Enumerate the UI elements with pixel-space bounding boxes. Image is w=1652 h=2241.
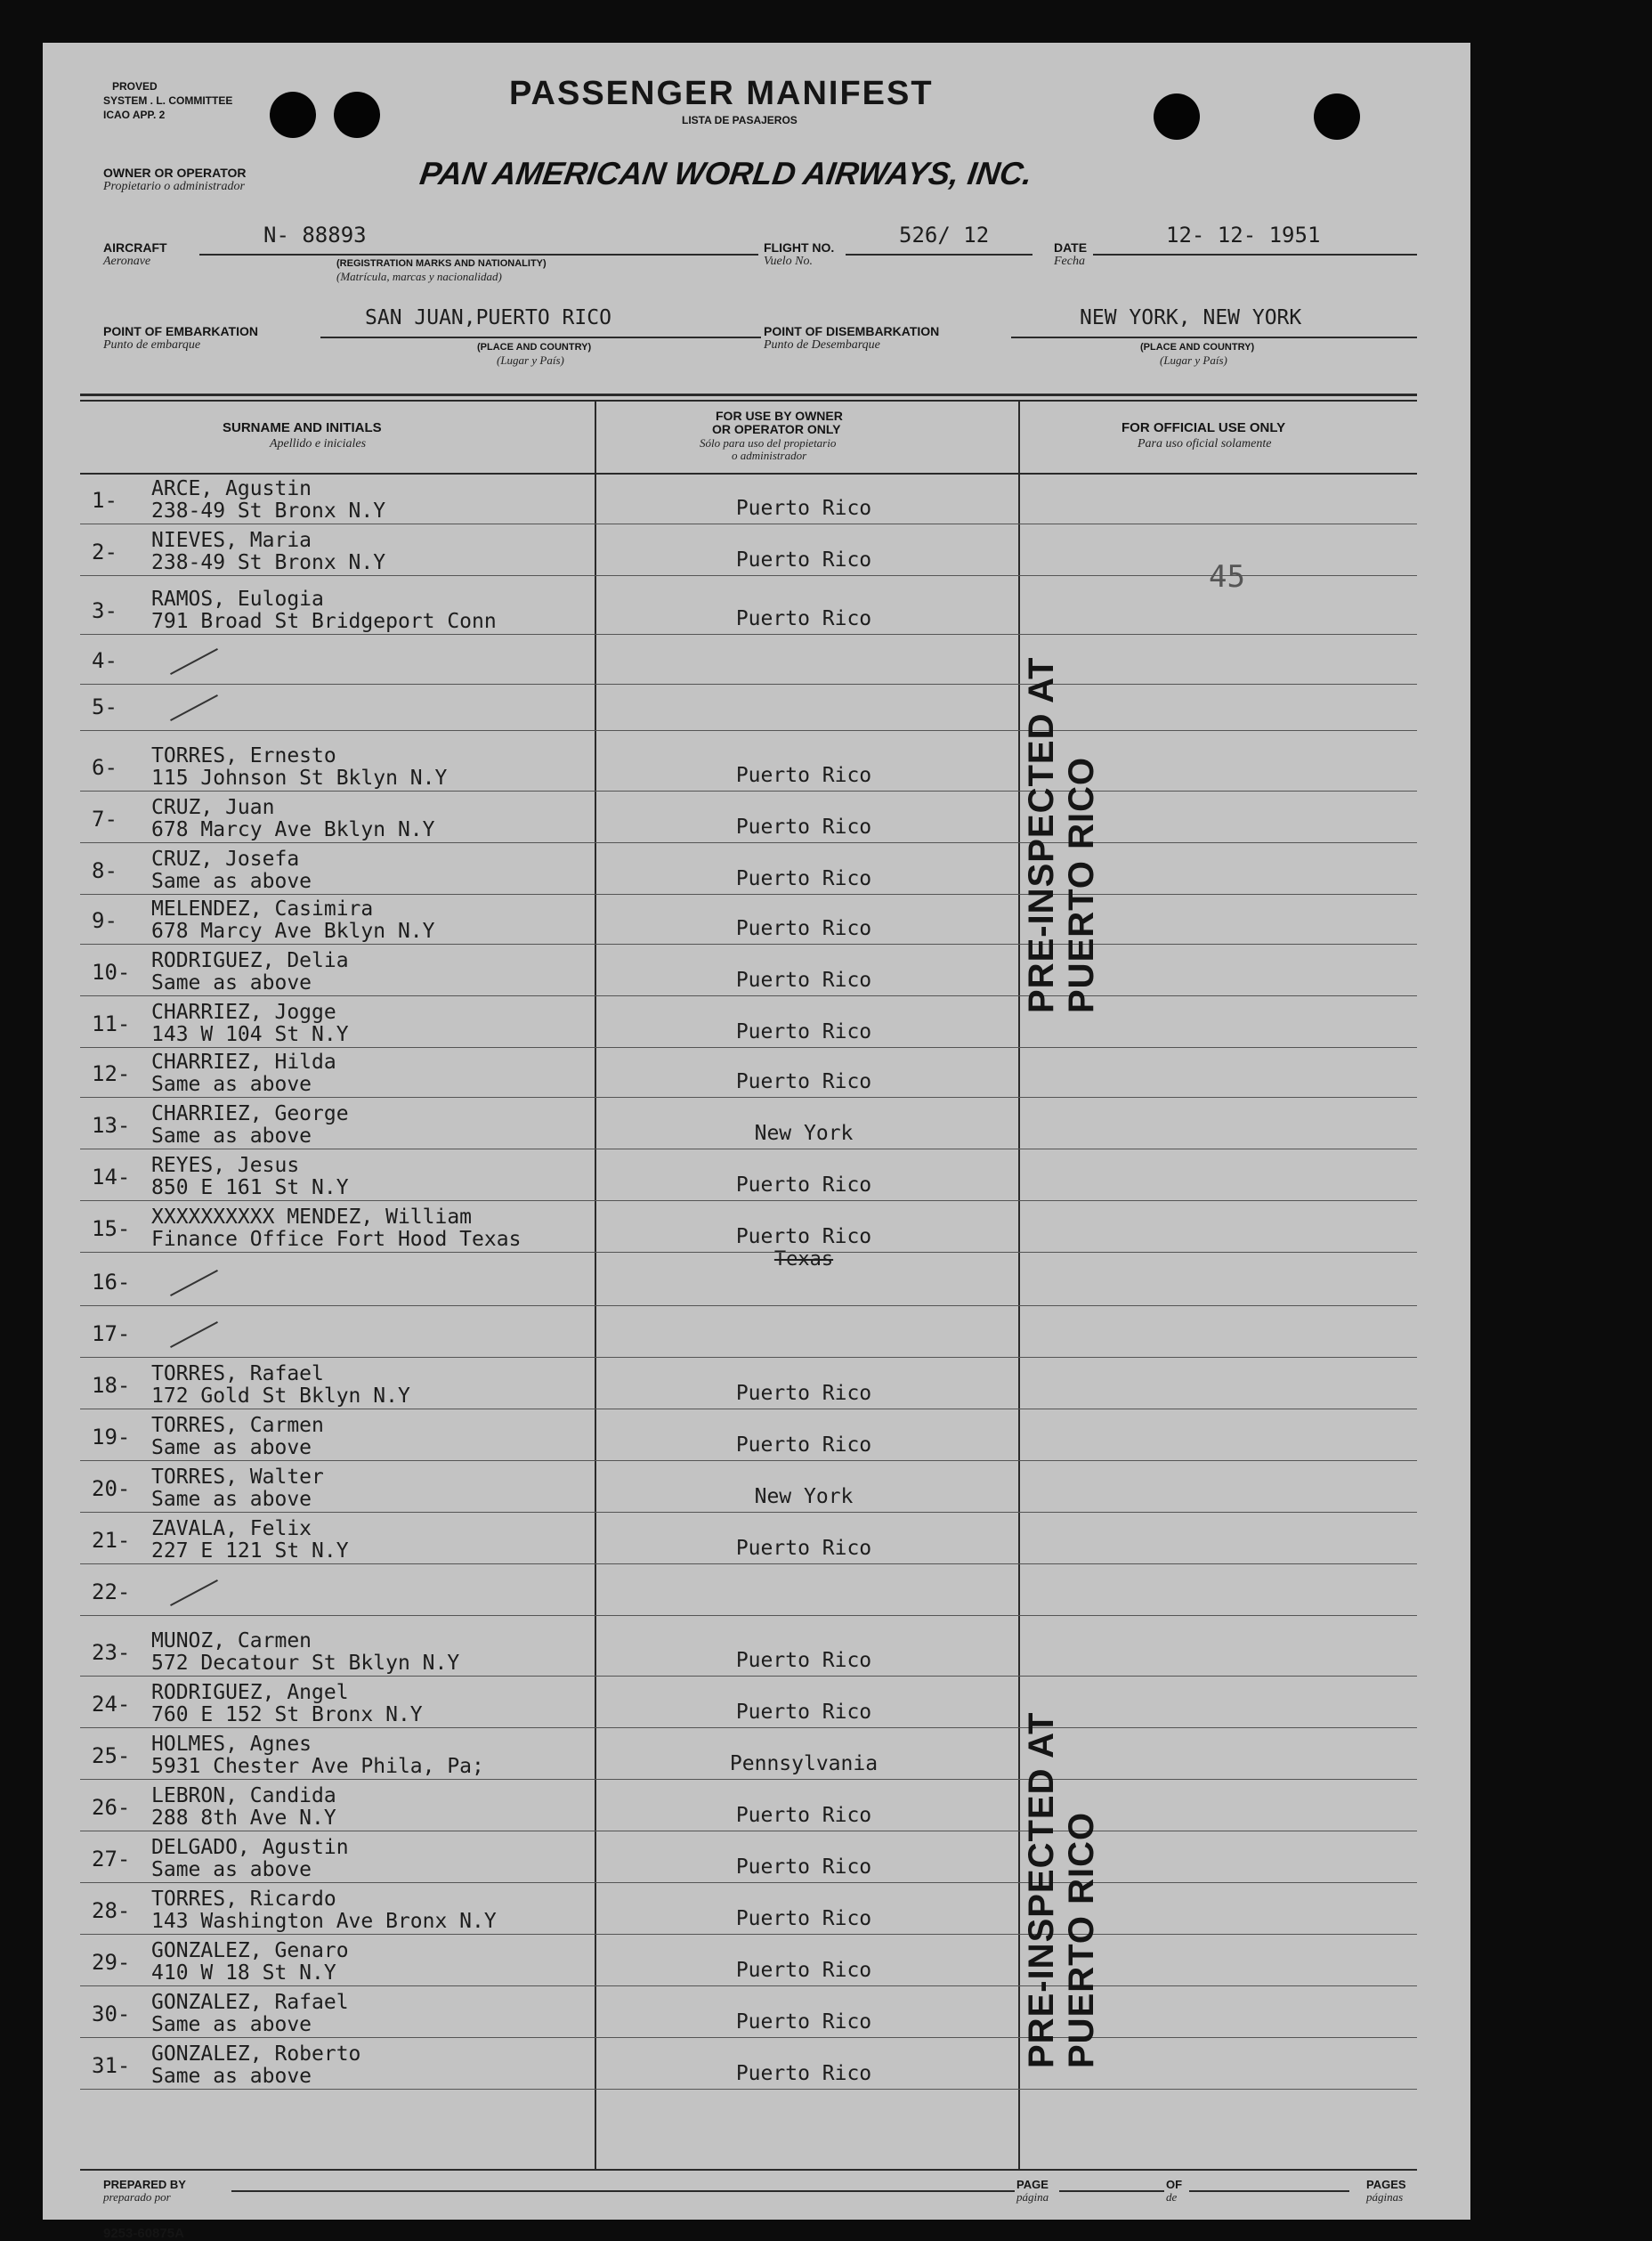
passenger-address: Same as above [151,1073,312,1096]
passenger-address: Same as above [151,971,312,995]
row-rule [80,842,1417,843]
row-number: 8- [92,858,117,883]
date-value: 12- 12- 1951 [1166,223,1321,248]
row-rule [80,1779,1417,1780]
punch-hole-left-2 [334,92,380,138]
row-rule [80,1615,1417,1616]
passenger-name: TORRES, Carmen [151,1414,324,1437]
destination: Puerto Rico [735,1649,872,1672]
passenger-address: 760 E 152 St Bronx N.Y [151,1703,423,1726]
passenger-address: 143 W 104 St N.Y [151,1023,349,1046]
passenger-name: RODRIGUEZ, Delia [151,949,349,972]
row-rule [80,1563,1417,1564]
destination: Puerto Rico [735,917,872,940]
blank-row-slash [170,648,218,675]
embark-place-note-es: (Lugar y País) [497,353,564,367]
row-number: 24- [92,1692,131,1717]
row-number: 30- [92,2001,131,2026]
passenger-name: CRUZ, Josefa [151,848,300,871]
punch-hole-left-1 [270,92,316,138]
form-number: 9253-60875A [103,2226,184,2241]
destination: Puerto Rico [735,1804,872,1827]
passenger-name: DELGADO, Agustin [151,1836,349,1859]
embark-label: POINT OF EMBARKATION [103,324,258,338]
row-number: 4- [92,648,117,673]
passenger-address: Finance Office Fort Hood Texas [151,1228,522,1251]
destination: Puerto Rico [735,607,872,630]
row-rule [80,1882,1417,1883]
flight-value: 526/ 12 [899,223,990,248]
row-rule [80,894,1417,895]
row-rule [80,730,1417,731]
destination: New York [754,1122,854,1145]
aircraft-value: N- 88893 [263,223,367,248]
passenger-name: RODRIGUEZ, Angel [151,1681,349,1704]
row-number: 21- [92,1528,131,1553]
row-number: 3- [92,598,117,623]
col-owner-heading-es-1: Sólo para uso del propietario [700,436,837,450]
passenger-address: Same as above [151,1488,312,1511]
passenger-name: ARCE, Agustin [151,477,312,500]
passenger-name: LEBRON, Candida [151,1784,336,1807]
passenger-name: MELENDEZ, Casimira [151,897,374,921]
row-rule [80,1252,1417,1253]
approval-line-1: PROVED [112,80,158,93]
punch-hole-right-1 [1154,93,1200,140]
passenger-name: TORRES, Walter [151,1466,324,1489]
destination: Puerto Rico [735,1855,872,1879]
disembark-label-es: Punto de Desembarque [764,338,880,352]
passenger-name: GONZALEZ, Genaro [151,1939,349,1962]
passenger-address: Same as above [151,870,312,893]
punch-hole-right-2 [1314,93,1360,140]
passenger-address: 678 Marcy Ave Bklyn N.Y [151,920,435,943]
destination: Puerto Rico [735,1959,872,1982]
col-official-heading: FOR OFFICIAL USE ONLY [1122,420,1286,435]
blank-row-slash [170,1321,218,1348]
row-number: 12- [92,1061,131,1086]
passenger-address: Same as above [151,2065,312,2088]
row-rule [80,944,1417,945]
row-number: 17- [92,1321,131,1346]
destination: Puerto Rico [735,969,872,992]
approval-line-2: SYSTEM . L. COMMITTEE [103,94,233,107]
passenger-name: TORRES, Rafael [151,1362,324,1385]
destination: Puerto Rico [735,1907,872,1930]
row-rule [80,1985,1417,1986]
passenger-address: 572 Decatour St Bklyn N.Y [151,1652,460,1675]
passenger-name: CHARRIEZ, Jogge [151,1001,336,1024]
passenger-name: XXXXXXXXXX MENDEZ, William [151,1206,473,1229]
destination: Puerto Rico [735,548,872,572]
passenger-address: 410 W 18 St N.Y [151,1961,336,1985]
passenger-name: GONZALEZ, Roberto [151,2042,361,2066]
passenger-name: NIEVES, Maria [151,529,312,552]
destination: Puerto Rico [735,867,872,890]
destination: Puerto Rico [735,1173,872,1197]
row-number: 15- [92,1216,131,1241]
passenger-address: Same as above [151,1436,312,1459]
passenger-address: 238-49 St Bronx N.Y [151,499,386,523]
row-number: 11- [92,1011,131,1036]
passenger-name: CHARRIEZ, George [151,1102,349,1125]
blank-row-slash [170,694,218,721]
disembark-value: NEW YORK, NEW YORK [1080,306,1302,329]
destination: Puerto Rico [735,2062,872,2085]
col-owner-heading-1: FOR USE BY OWNER [716,409,843,423]
prepared-by-label: PREPARED BY [103,2178,186,2191]
row-rule [80,1512,1417,1513]
passenger-address: 172 Gold St Bklyn N.Y [151,1384,410,1408]
row-rule [80,2037,1417,2038]
date-label-es: Fecha [1054,255,1085,268]
passenger-address: 238-49 St Bronx N.Y [151,551,386,574]
passenger-address: Same as above [151,1125,312,1148]
row-number: 22- [92,1579,131,1604]
destination-struck: Texas [773,1248,834,1271]
passenger-name: MUNOZ, Carmen [151,1629,312,1652]
flight-label: FLIGHT NO. [764,240,835,255]
registration-note: (REGISTRATION MARKS AND NATIONALITY) [336,258,547,269]
date-label: DATE [1054,240,1088,255]
passenger-name: TORRES, Ernesto [151,744,336,767]
destination: Puerto Rico [735,1433,872,1457]
row-number: 1- [92,488,117,513]
passenger-name: CRUZ, Juan [151,796,275,819]
manifest-sheet [43,43,1470,2241]
row-rule [80,995,1417,996]
destination: Puerto Rico [735,816,872,839]
row-number: 14- [92,1165,131,1190]
row-number: 5- [92,694,117,719]
preinspected-stamp-top: PRE-INSPECTED AT PUERTO RICO [1022,656,1101,1013]
prepared-by-label-es: preparado por [103,2190,171,2204]
row-rule [80,1676,1417,1677]
passenger-address: 850 E 161 St N.Y [151,1176,349,1199]
passenger-address: 115 Johnson St Bklyn N.Y [151,767,448,790]
row-number: 20- [92,1476,131,1501]
owner-value: PAN AMERICAN WORLD AIRWAYS, INC. [417,155,1035,191]
passenger-address: Same as above [151,2013,312,2036]
destination: Pennsylvania [729,1752,879,1775]
page-title: PASSENGER MANIFEST [509,75,934,112]
destination: Puerto Rico [735,1701,872,1724]
passenger-address: Same as above [151,1858,312,1881]
destination: Puerto Rico [735,764,872,787]
flight-label-es: Vuelo No. [764,255,813,268]
destination: Puerto Rico [735,1020,872,1043]
passenger-name: CHARRIEZ, Hilda [151,1051,336,1074]
row-rule [80,2089,1417,2090]
row-rule [80,1047,1417,1048]
passenger-address: 288 8th Ave N.Y [151,1807,336,1830]
col-surname-heading-es: Apellido e iniciales [270,437,367,451]
row-number: 27- [92,1847,131,1872]
row-number: 19- [92,1425,131,1449]
passenger-address: 678 Marcy Ave Bklyn N.Y [151,818,435,841]
passenger-name: TORRES, Ricardo [151,1888,336,1911]
row-rule [80,1460,1417,1461]
row-rule [80,1934,1417,1935]
col-surname-heading: SURNAME AND INITIALS [223,420,382,435]
passenger-address: 143 Washington Ave Bronx N.Y [151,1910,497,1933]
row-number: 18- [92,1373,131,1398]
row-number: 6- [92,755,117,780]
passenger-address: 791 Broad St Bridgeport Conn [151,610,497,633]
page-label-es: página [1016,2190,1049,2204]
row-rule [80,634,1417,635]
destination: Puerto Rico [735,1225,872,1248]
passenger-name: REYES, Jesus [151,1154,300,1177]
row-rule [80,1727,1417,1728]
row-rule [80,1357,1417,1358]
passenger-address: 5931 Chester Ave Phila, Pa; [151,1755,484,1778]
disembark-label: POINT OF DISEMBARKATION [764,324,940,338]
page-label: PAGE [1016,2178,1049,2191]
row-number: 9- [92,908,117,933]
destination: Puerto Rico [735,2010,872,2034]
passenger-name: GONZALEZ, Rafael [151,1991,349,2014]
destination: Puerto Rico [735,497,872,520]
of-label: OF [1166,2178,1183,2191]
passenger-address: 227 E 121 St N.Y [151,1539,349,1563]
aircraft-label: AIRCRAFT [103,240,167,255]
row-rule [80,1097,1417,1098]
embark-place-note: (PLACE AND COUNTRY) [477,342,592,353]
pages-label-es: páginas [1366,2190,1404,2204]
col-owner-heading-es-2: o administrador [732,449,807,462]
disembark-place-note: (PLACE AND COUNTRY) [1140,342,1255,353]
row-number: 28- [92,1898,131,1923]
embark-value: SAN JUAN,PUERTO RICO [365,306,611,329]
owner-label-es: Propietario o administrador [103,180,245,193]
passenger-name: HOLMES, Agnes [151,1733,312,1756]
row-number: 13- [92,1113,131,1138]
approval-line-3: ICAO APP. 2 [103,109,166,121]
row-number: 23- [92,1640,131,1665]
row-number: 7- [92,807,117,832]
of-label-es: de [1166,2190,1178,2204]
official-note: 45 [1209,559,1245,595]
embark-label-es: Punto de embarque [103,338,201,352]
row-number: 10- [92,960,131,985]
blank-row-slash [170,1579,218,1606]
aircraft-label-es: Aeronave [103,255,151,268]
registration-note-es: (Matrícula, marcas y nacionalidad) [336,270,502,283]
preinspected-stamp-bottom: PRE-INSPECTED AT PUERTO RICO [1022,1711,1101,2068]
passenger-name: ZAVALA, Felix [151,1517,312,1540]
col-owner-heading-2: OR OPERATOR ONLY [712,422,841,436]
row-rule [80,791,1417,792]
row-number: 16- [92,1270,131,1295]
page-title-es: LISTA DE PASAJEROS [682,114,798,126]
row-number: 25- [92,1743,131,1768]
row-rule [80,1305,1417,1306]
row-number: 26- [92,1795,131,1820]
row-number: 31- [92,2053,131,2078]
destination: Puerto Rico [735,1382,872,1405]
blank-row-slash [170,1270,218,1296]
destination: Puerto Rico [735,1070,872,1093]
col-official-heading-es: Para uso oficial solamente [1138,437,1272,451]
disembark-place-note-es: (Lugar y País) [1160,353,1227,367]
passenger-name: RAMOS, Eulogia [151,588,324,611]
row-number: 2- [92,540,117,564]
pages-label: PAGES [1366,2178,1406,2191]
row-rule [80,1200,1417,1201]
row-number: 29- [92,1950,131,1975]
destination: New York [754,1485,854,1508]
destination: Puerto Rico [735,1537,872,1560]
owner-label: OWNER OR OPERATOR [103,166,247,180]
row-rule [80,684,1417,685]
